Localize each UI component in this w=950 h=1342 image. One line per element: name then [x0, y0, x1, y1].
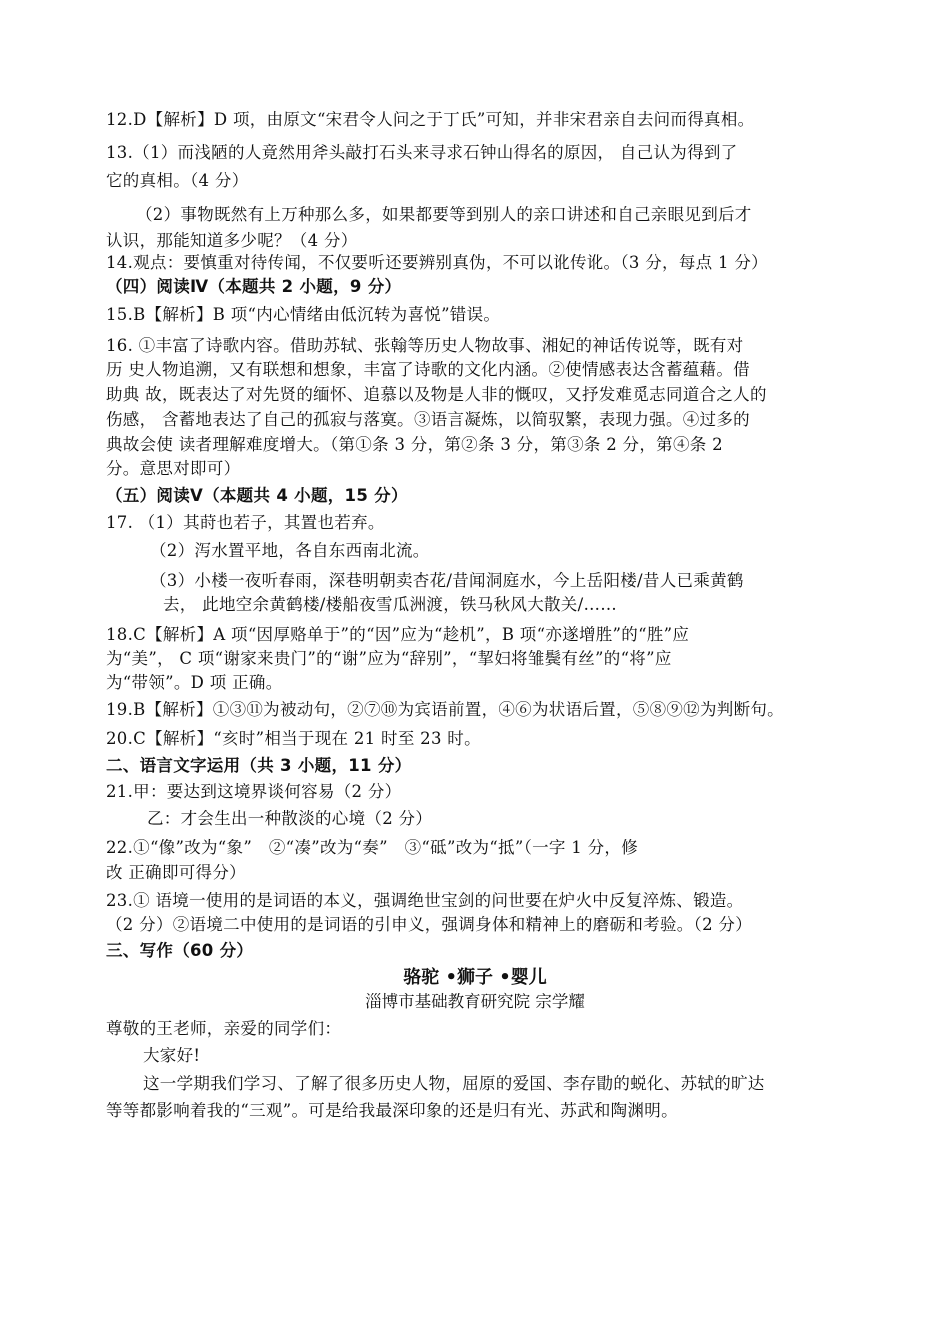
- essay-greeting: 大家好!: [143, 1046, 201, 1065]
- answer-16-line4: 伤感， 含蓄地表达了自己的孤寂与落寞。③语言凝炼，以简驭繁，表现力强。④过多的: [106, 410, 750, 429]
- answer-13-1-line1: 13.（1）而浅陋的人竟然用斧头敲打石头来寻求石钟山得名的原因， 自己认为得到了: [106, 143, 738, 162]
- answer-23-line2: （2 分）②语境二中使用的是词语的引申义，强调身体和精神上的磨砺和考验。（2 分）: [106, 915, 753, 934]
- answer-17-3-line2: 去， 此地空余黄鹤楼/楼船夜雪瓜洲渡，铁马秋风大散关/……: [163, 595, 618, 614]
- essay-salutation: 尊敬的王老师，亲爱的同学们：: [106, 1019, 342, 1038]
- answer-16-line6: 分。意思对即可）: [106, 459, 241, 478]
- answer-16-line3: 助典 故，既表达了对先贤的缅怀、追慕以及物是人非的慨叹，又抒发难觅志同道合之人的: [106, 385, 767, 404]
- answer-18-line1: 18.C【解析】A 项“因厚赂单于”的“因”应为“趁机”，B 项“亦遂增胜”的“胜”应: [106, 625, 690, 644]
- part-2-heading: 二、语言文字运用（共 3 小题，11 分）: [106, 756, 412, 775]
- answer-17-2: （2）泻水置平地，各自东西南北流。: [150, 541, 430, 560]
- answer-22-line1: 22.①“像”改为“象” ②“凑”改为“奏” ③“砥”改为“抵”（一字 1 分，修: [106, 838, 639, 857]
- answer-18-line3: 为“带领”。D 项 正确。: [106, 673, 283, 692]
- answer-20: 20.C【解析】“亥时”相当于现在 21 时至 23 时。: [106, 729, 481, 748]
- answer-19: 19.B【解析】①③⑪为被动句，②⑦⑩为宾语前置，④⑥为状语后置，⑤⑧⑨⑫为判断句。: [106, 700, 784, 719]
- answer-15: 15.B【解析】B 项“内心情绪由低沉转为喜悦”错误。: [106, 305, 501, 324]
- section-4-heading: （四）阅读Ⅳ（本题共 2 小题，9 分）: [106, 277, 402, 296]
- essay-title: 骆驼 •狮子 •婴儿: [403, 967, 547, 988]
- part-3-heading: 三、写作（60 分）: [106, 941, 254, 960]
- answer-14: 14.观点：要慎重对待传闻，不仅要听还要辨别真伪，不可以讹传讹。（3 分，每点 1 分）: [106, 253, 768, 272]
- essay-paragraph-line2: 等等都影响着我的“三观”。可是给我最深印象的还是归有光、苏武和陶渊明。: [106, 1101, 678, 1120]
- answer-18-line2: 为“美”， C 项“谢家来贵门”的“谢”应为“辞别”，“挈妇将雏鬓有丝”的“将”应: [106, 649, 672, 668]
- answer-17-3-line1: （3）小楼一夜听春雨，深巷明朝卖杏花/昔闻洞庭水，今上岳阳楼/昔人已乘黄鹤: [150, 571, 744, 590]
- answer-13-2-line2: 认识，那能知道多少呢？（4 分）: [106, 231, 358, 250]
- answer-16-line1: 16. ①丰富了诗歌内容。借助苏轼、张翰等历史人物故事、湘妃的神话传说等，既有对: [106, 336, 744, 355]
- answer-22-line2: 改 正确即可得分）: [106, 863, 246, 882]
- answer-21-yi: 乙：才会生出一种散淡的心境（2 分）: [147, 809, 433, 828]
- answer-13-2-line1: （2）事物既然有上万种那么多，如果都要等到别人的亲口讲述和自己亲眼见到后才: [136, 205, 752, 224]
- essay-author: 淄博市基础教育研究院 宗学耀: [365, 992, 585, 1011]
- answer-13-1-line2: 它的真相。（4 分）: [106, 171, 249, 190]
- answer-12: 12.D【解析】D 项，由原文“宋君令人问之于丁氏”可知，并非宋君亲自去问而得真相。: [106, 110, 755, 129]
- essay-paragraph-line1: 这一学期我们学习、了解了很多历史人物，屈原的爱国、李存勖的蜕化、苏轼的旷达: [143, 1074, 765, 1093]
- section-5-heading: （五）阅读Ⅴ（本题共 4 小题，15 分）: [106, 486, 408, 505]
- answer-17-1: 17. （1）其莳也若子，其置也若弃。: [106, 513, 385, 532]
- answer-16-line5: 典故会使 读者理解难度增大。（第①条 3 分，第②条 3 分，第③条 2 分，第④条 2: [106, 435, 723, 454]
- answer-16-line2: 历 史人物追溯，又有联想和想象，丰富了诗歌的文化内涵。②使情感表达含蓄蕴藉。借: [106, 360, 750, 379]
- answer-21-jia: 21.甲：要达到这境界谈何容易（2 分）: [106, 782, 402, 801]
- answer-23-line1: 23.① 语境一使用的是词语的本义，强调绝世宝剑的问世要在炉火中反复淬炼、锻造。: [106, 891, 744, 910]
